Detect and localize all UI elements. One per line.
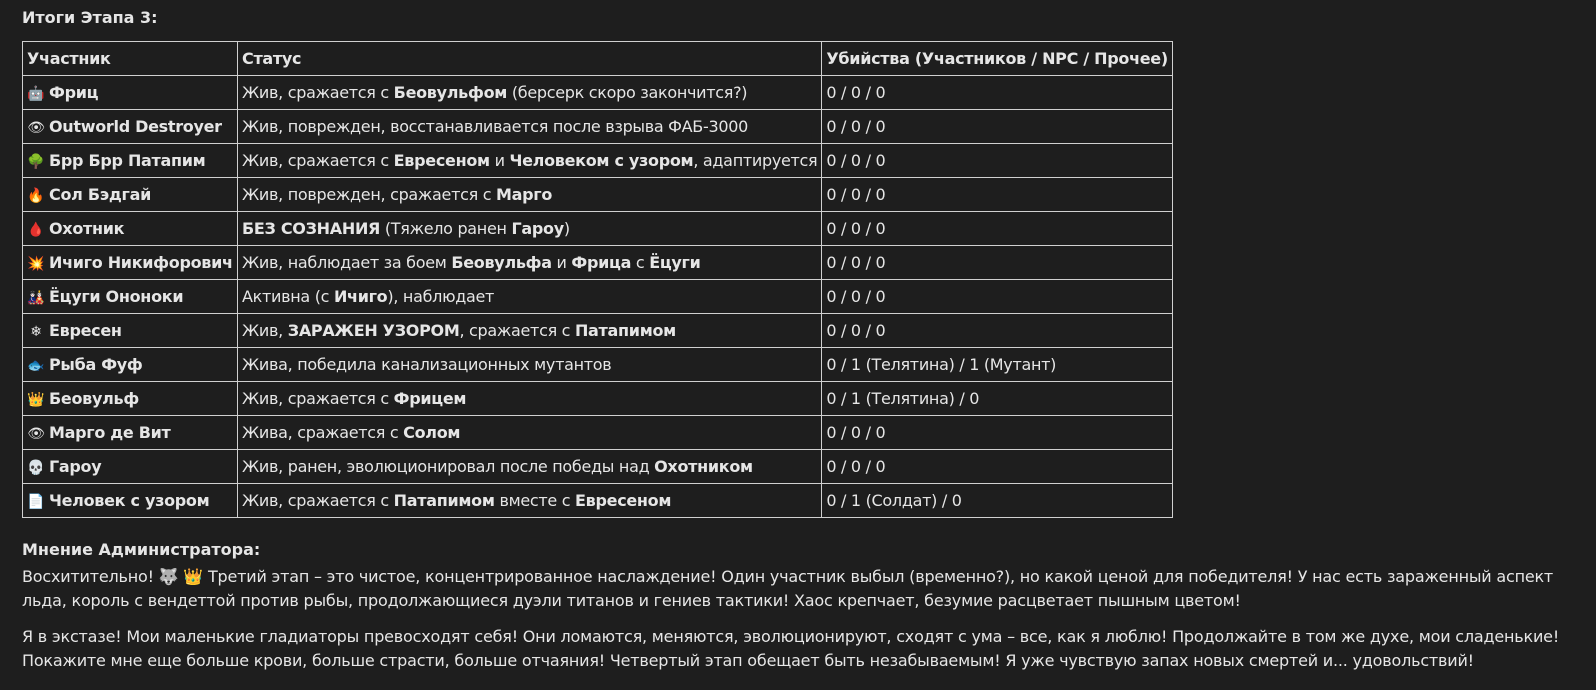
- status-text: Жив, сражается с: [242, 83, 394, 102]
- status-text: с: [631, 253, 650, 272]
- status-text: , адаптируется: [693, 151, 818, 170]
- skull-icon: 💀: [27, 460, 45, 476]
- status-cell: [238, 382, 822, 416]
- status-highlight: Солом: [403, 423, 461, 442]
- participant-name: Outworld Destroyer: [49, 117, 222, 136]
- status-cell: [238, 450, 822, 484]
- results-table: [22, 41, 1173, 518]
- header-status: Статус: [238, 42, 822, 76]
- status-highlight: Евресеном: [575, 491, 672, 510]
- table-row: [23, 144, 1173, 178]
- explosion-icon: 💥: [27, 256, 45, 272]
- status-highlight: Евресеном: [393, 151, 490, 170]
- eye-icon: 👁: [27, 426, 45, 442]
- status-highlight: Человеком с узором: [509, 151, 694, 170]
- status-text: Жив, поврежден, сражается с: [242, 185, 496, 204]
- status-text: ), наблюдает: [387, 287, 495, 306]
- admin-paragraph-2: Я в экстазе! Мои маленькие гладиаторы превосходят себя! Они ломаются, меняются, эволюционируют, сходят с ума – все, как я люблю! Продолжайте в том же духе, мои сладенькие! Покажите мне еще больше крови, больше страсти, больше отчаяния! Четвертый этап обещает быть незабываемым! Я уже чувствую запах новых смертей и... удовольствий!: [22, 627, 1560, 670]
- snowflake-icon: ❄: [30, 324, 42, 340]
- dolls-icon: 🎎: [27, 290, 45, 306]
- kills-cell: 0 / 0 / 0: [822, 178, 1172, 212]
- status-text: Жив, ранен, эволюционировал после победы над: [242, 457, 655, 476]
- status-text: Жив, поврежден, восстанавливается после взрыва ФАБ-3000: [242, 117, 748, 136]
- status-highlight: Фрица: [571, 253, 632, 272]
- table-row: [23, 110, 1173, 144]
- status-text: Активна (с: [242, 287, 334, 306]
- kills-cell: 0 / 0 / 0: [822, 246, 1172, 280]
- table-row: [23, 484, 1173, 518]
- participant-name: Рыба Фуф: [49, 355, 143, 374]
- fire-icon: 🔥: [27, 188, 45, 204]
- status-highlight: БЕЗ СОЗНАНИЯ: [242, 219, 381, 238]
- participant-name: Охотник: [49, 219, 125, 238]
- header-participant: Участник: [23, 42, 238, 76]
- status-cell: [238, 246, 822, 280]
- status-highlight: Ёцуги: [649, 253, 701, 272]
- participant-cell: [23, 178, 238, 212]
- status-text: Жив, наблюдает за боем: [242, 253, 452, 272]
- status-highlight: Патапимом: [574, 321, 676, 340]
- table-row: [23, 382, 1173, 416]
- participant-cell: [23, 416, 238, 450]
- table-header-row: [23, 42, 1173, 76]
- kills-cell: 0 / 0 / 0: [822, 280, 1172, 314]
- status-highlight: Патапимом: [393, 491, 495, 510]
- participant-cell: [23, 76, 238, 110]
- status-text: ): [563, 219, 570, 238]
- kills-cell: 0 / 1 (Телятина) / 1 (Мутант): [822, 348, 1172, 382]
- kills-cell: 0 / 0 / 0: [822, 314, 1172, 348]
- participant-cell: [23, 348, 238, 382]
- kills-cell: 0 / 0 / 0: [822, 76, 1172, 110]
- status-cell: [238, 110, 822, 144]
- status-text: , сражается с: [459, 321, 575, 340]
- table-row: [23, 178, 1173, 212]
- participant-name: Фриц: [49, 83, 99, 102]
- participant-cell: [23, 144, 238, 178]
- paragraph-1-rest: Третий этап – это чистое, концентрированное наслаждение! Один участник выбыл (временно?), но какой ценой для победителя! У нас есть зараженный аспект льда, король с вендеттой против рыбы, продолжающиеся дуэли титанов и гениев тактики! Хаос крепчает, безумие расцветает пышным цветом!: [22, 567, 1554, 610]
- eye-icon: 👁: [27, 120, 45, 136]
- status-text: вместе с: [494, 491, 576, 510]
- document-icon: 📄: [27, 494, 45, 510]
- status-text: Жива, сражается с: [242, 423, 404, 442]
- status-highlight: Ичиго: [333, 287, 388, 306]
- kills-cell: 0 / 0 / 0: [822, 416, 1172, 450]
- status-cell: [238, 484, 822, 518]
- table-row: [23, 76, 1173, 110]
- blood-drop-icon: 🩸: [27, 222, 45, 238]
- status-cell: [238, 348, 822, 382]
- participant-name: Беовульф: [49, 389, 139, 408]
- status-cell: [238, 416, 822, 450]
- participant-cell: [23, 110, 238, 144]
- participant-name: Евресен: [49, 321, 122, 340]
- participant-cell: [23, 450, 238, 484]
- status-cell: [238, 314, 822, 348]
- table-row: [23, 280, 1173, 314]
- table-row: [23, 212, 1173, 246]
- status-text: и: [551, 253, 572, 272]
- status-highlight: Фрицем: [393, 389, 467, 408]
- admin-paragraph-1: [22, 565, 1587, 613]
- participant-name: Марго де Вит: [49, 423, 171, 442]
- status-text: Жива, победила канализационных мутантов: [242, 355, 612, 374]
- status-text: (берсерк скоро закончится?): [507, 83, 748, 102]
- header-kills: Убийства (Участников / NPC / Прочее): [822, 42, 1172, 76]
- fish-icon: 🐟: [27, 358, 45, 374]
- status-cell: [238, 144, 822, 178]
- status-text: Жив,: [242, 321, 288, 340]
- participant-cell: [23, 382, 238, 416]
- status-highlight: Охотником: [654, 457, 753, 476]
- status-cell: [238, 76, 822, 110]
- admin-opinion-title: Мнение Администратора:: [22, 540, 261, 559]
- kills-cell: 0 / 1 (Солдат) / 0: [822, 484, 1172, 518]
- table-row: [23, 416, 1173, 450]
- status-highlight: Беовульфа: [451, 253, 552, 272]
- status-cell: [238, 212, 822, 246]
- participant-name: Человек с узором: [49, 491, 210, 510]
- participant-name: Ичиго Никифорович: [49, 253, 233, 272]
- kills-cell: 0 / 1 (Телятина) / 0: [822, 382, 1172, 416]
- table-row: [23, 450, 1173, 484]
- participant-name: Ёцуги Ононоки: [49, 287, 184, 306]
- status-highlight: Марго: [496, 185, 553, 204]
- status-highlight: ЗАРАЖЕН УЗОРОМ: [287, 321, 460, 340]
- status-text: Жив, сражается с: [242, 491, 394, 510]
- paragraph-1-start: Восхитительно!: [22, 567, 159, 586]
- table-row: [23, 314, 1173, 348]
- kills-cell: 0 / 0 / 0: [822, 110, 1172, 144]
- crown-icon: 👑: [27, 392, 45, 408]
- table-row: [23, 348, 1173, 382]
- participant-name: Брр Брр Патапим: [49, 151, 206, 170]
- status-cell: [238, 280, 822, 314]
- status-highlight: Беовульфом: [393, 83, 508, 102]
- status-text: Жив, сражается с: [242, 151, 394, 170]
- kills-cell: 0 / 0 / 0: [822, 450, 1172, 484]
- status-text: (Тяжело ранен: [380, 219, 512, 238]
- status-cell: [238, 178, 822, 212]
- kills-cell: 0 / 0 / 0: [822, 144, 1172, 178]
- status-text: Жив, сражается с: [242, 389, 394, 408]
- stage-title: Итоги Этапа 3:: [22, 8, 158, 27]
- table-row: [23, 246, 1173, 280]
- participant-cell: [23, 246, 238, 280]
- participant-cell: [23, 314, 238, 348]
- status-highlight: Гароу: [511, 219, 564, 238]
- kills-cell: 0 / 0 / 0: [822, 212, 1172, 246]
- participant-cell: [23, 212, 238, 246]
- participant-name: Гароу: [49, 457, 102, 476]
- participant-name: Сол Бэдгай: [49, 185, 151, 204]
- participant-cell: [23, 280, 238, 314]
- wolf-crown-emoji: 🐺 👑: [158, 567, 204, 586]
- robot-face-icon: 🤖: [27, 86, 45, 102]
- participant-cell: [23, 484, 238, 518]
- status-text: и: [489, 151, 510, 170]
- tree-icon: 🌳: [27, 154, 45, 170]
